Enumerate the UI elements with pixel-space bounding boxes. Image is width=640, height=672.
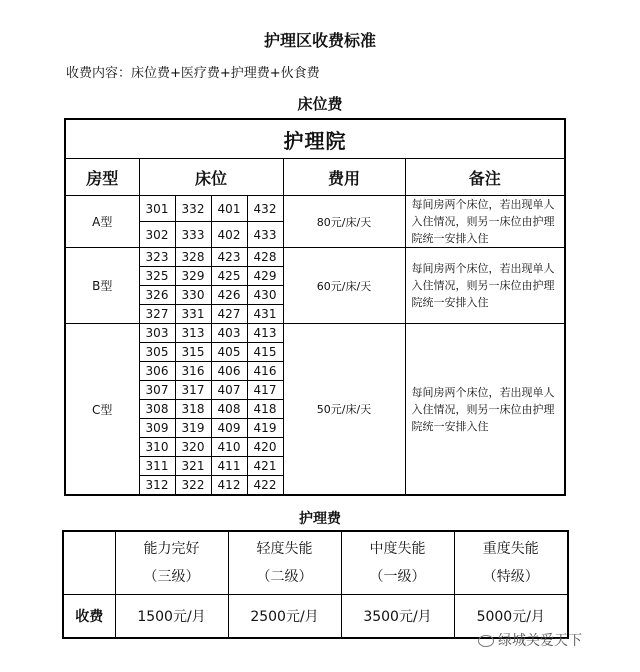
room-number-cell: 428 [247,248,283,267]
room-number-cell: 420 [247,438,283,457]
fee-cell: 80元/床/天 [283,196,405,248]
room-number-cell: 317 [175,381,211,400]
room-number-cell: 406 [211,362,247,381]
care-level-grade: （一级） [369,569,426,585]
room-number-cell: 401 [211,196,247,222]
price-label: 收费 [63,595,115,639]
room-number-cell: 412 [211,476,247,496]
room-number-cell: 301 [139,196,175,222]
header-beds: 床位 [139,159,283,196]
remark-cell: 每间房两个床位，若出现单人入住情况，则另一床位由护理院统一安排入住 [405,324,565,496]
room-number-cell: 405 [211,343,247,362]
care-level-cell [454,531,568,595]
room-number-cell: 321 [175,457,211,476]
room-number-cell: 421 [247,457,283,476]
room-number-cell: 308 [139,400,175,419]
room-number-cell: 431 [247,305,283,324]
room-number-cell: 419 [247,419,283,438]
room-number-cell: 422 [247,476,283,496]
care-level-name: 中度失能 [369,541,426,557]
room-number-cell: 322 [175,476,211,496]
watermark-text: 绿城关爱天下 [498,633,582,649]
room-number-cell: 315 [175,343,211,362]
room-type-cell: A型 [65,196,139,248]
care-level-cell [228,531,341,595]
room-number-cell: 316 [175,362,211,381]
room-number-cell: 310 [139,438,175,457]
care-level-name: 能力完好 [143,541,200,557]
room-row [65,324,565,343]
room-number-cell: 330 [175,286,211,305]
room-number-cell: 417 [247,381,283,400]
room-row [65,196,565,222]
wechat-icon [478,635,494,647]
room-number-cell: 307 [139,381,175,400]
room-number-cell: 306 [139,362,175,381]
care-level-name: 轻度失能 [256,541,313,557]
facility-name: 护理院 [65,119,565,159]
room-number-cell: 332 [175,196,211,222]
room-number-cell: 433 [247,222,283,248]
room-number-cell: 331 [175,305,211,324]
room-number-cell: 312 [139,476,175,496]
room-number-cell: 329 [175,267,211,286]
room-number-cell: 318 [175,400,211,419]
care-level-grade: （三级） [143,569,200,585]
room-number-cell: 427 [211,305,247,324]
room-number-cell: 426 [211,286,247,305]
care-price-cell: 1500元/月 [115,595,228,639]
room-number-cell: 328 [175,248,211,267]
care-level-cell [341,531,454,595]
page-title: 护理区收费标准 [263,31,376,50]
room-number-cell: 319 [175,419,211,438]
room-number-cell: 413 [247,324,283,343]
remark-cell: 每间房两个床位，若出现单人入住情况，则另一床位由护理院统一安排入住 [405,196,565,248]
remark-cell: 每间房两个床位，若出现单人入住情况，则另一床位由护理院统一安排入住 [405,248,565,324]
room-number-cell: 415 [247,343,283,362]
room-number-cell: 303 [139,324,175,343]
room-number-cell: 305 [139,343,175,362]
room-number-cell: 311 [139,457,175,476]
room-number-cell: 325 [139,267,175,286]
room-number-cell: 430 [247,286,283,305]
care-fee-table [62,530,569,639]
room-number-cell: 410 [211,438,247,457]
room-type-cell: B型 [65,248,139,324]
room-number-cell: 403 [211,324,247,343]
fee-content-line: 收费内容：床位费+医疗费+护理费+伙食费 [66,66,320,81]
room-number-cell: 411 [211,457,247,476]
care-fee-heading: 护理费 [299,511,341,527]
room-number-cell: 302 [139,222,175,248]
header-remark: 备注 [405,159,565,196]
care-price-cell: 3500元/月 [341,595,454,639]
care-price-cell: 5000元/月 [454,595,568,639]
room-number-cell: 418 [247,400,283,419]
room-row [65,248,565,267]
care-level-grade: （二级） [256,569,313,585]
room-number-cell: 326 [139,286,175,305]
fee-cell: 60元/床/天 [283,248,405,324]
room-number-cell: 309 [139,419,175,438]
room-number-cell: 409 [211,419,247,438]
room-number-cell: 416 [247,362,283,381]
room-number-cell: 408 [211,400,247,419]
room-number-cell: 407 [211,381,247,400]
header-fee: 费用 [283,159,405,196]
bed-fee-table [64,118,566,496]
room-number-cell: 313 [175,324,211,343]
room-number-cell: 425 [211,267,247,286]
room-number-cell: 320 [175,438,211,457]
care-level-name: 重度失能 [482,541,539,557]
care-level-grade: （特级） [482,569,539,585]
room-number-cell: 323 [139,248,175,267]
room-number-cell: 429 [247,267,283,286]
care-corner-cell [63,531,115,595]
room-number-cell: 327 [139,305,175,324]
care-price-cell: 2500元/月 [228,595,341,639]
care-level-cell [115,531,228,595]
room-type-cell: C型 [65,324,139,496]
room-number-cell: 402 [211,222,247,248]
bed-fee-heading: 床位费 [297,95,343,113]
room-number-cell: 432 [247,196,283,222]
header-room-type: 房型 [65,159,139,196]
room-number-cell: 423 [211,248,247,267]
room-number-cell: 333 [175,222,211,248]
fee-cell: 50元/床/天 [283,324,405,496]
watermark [478,630,582,650]
